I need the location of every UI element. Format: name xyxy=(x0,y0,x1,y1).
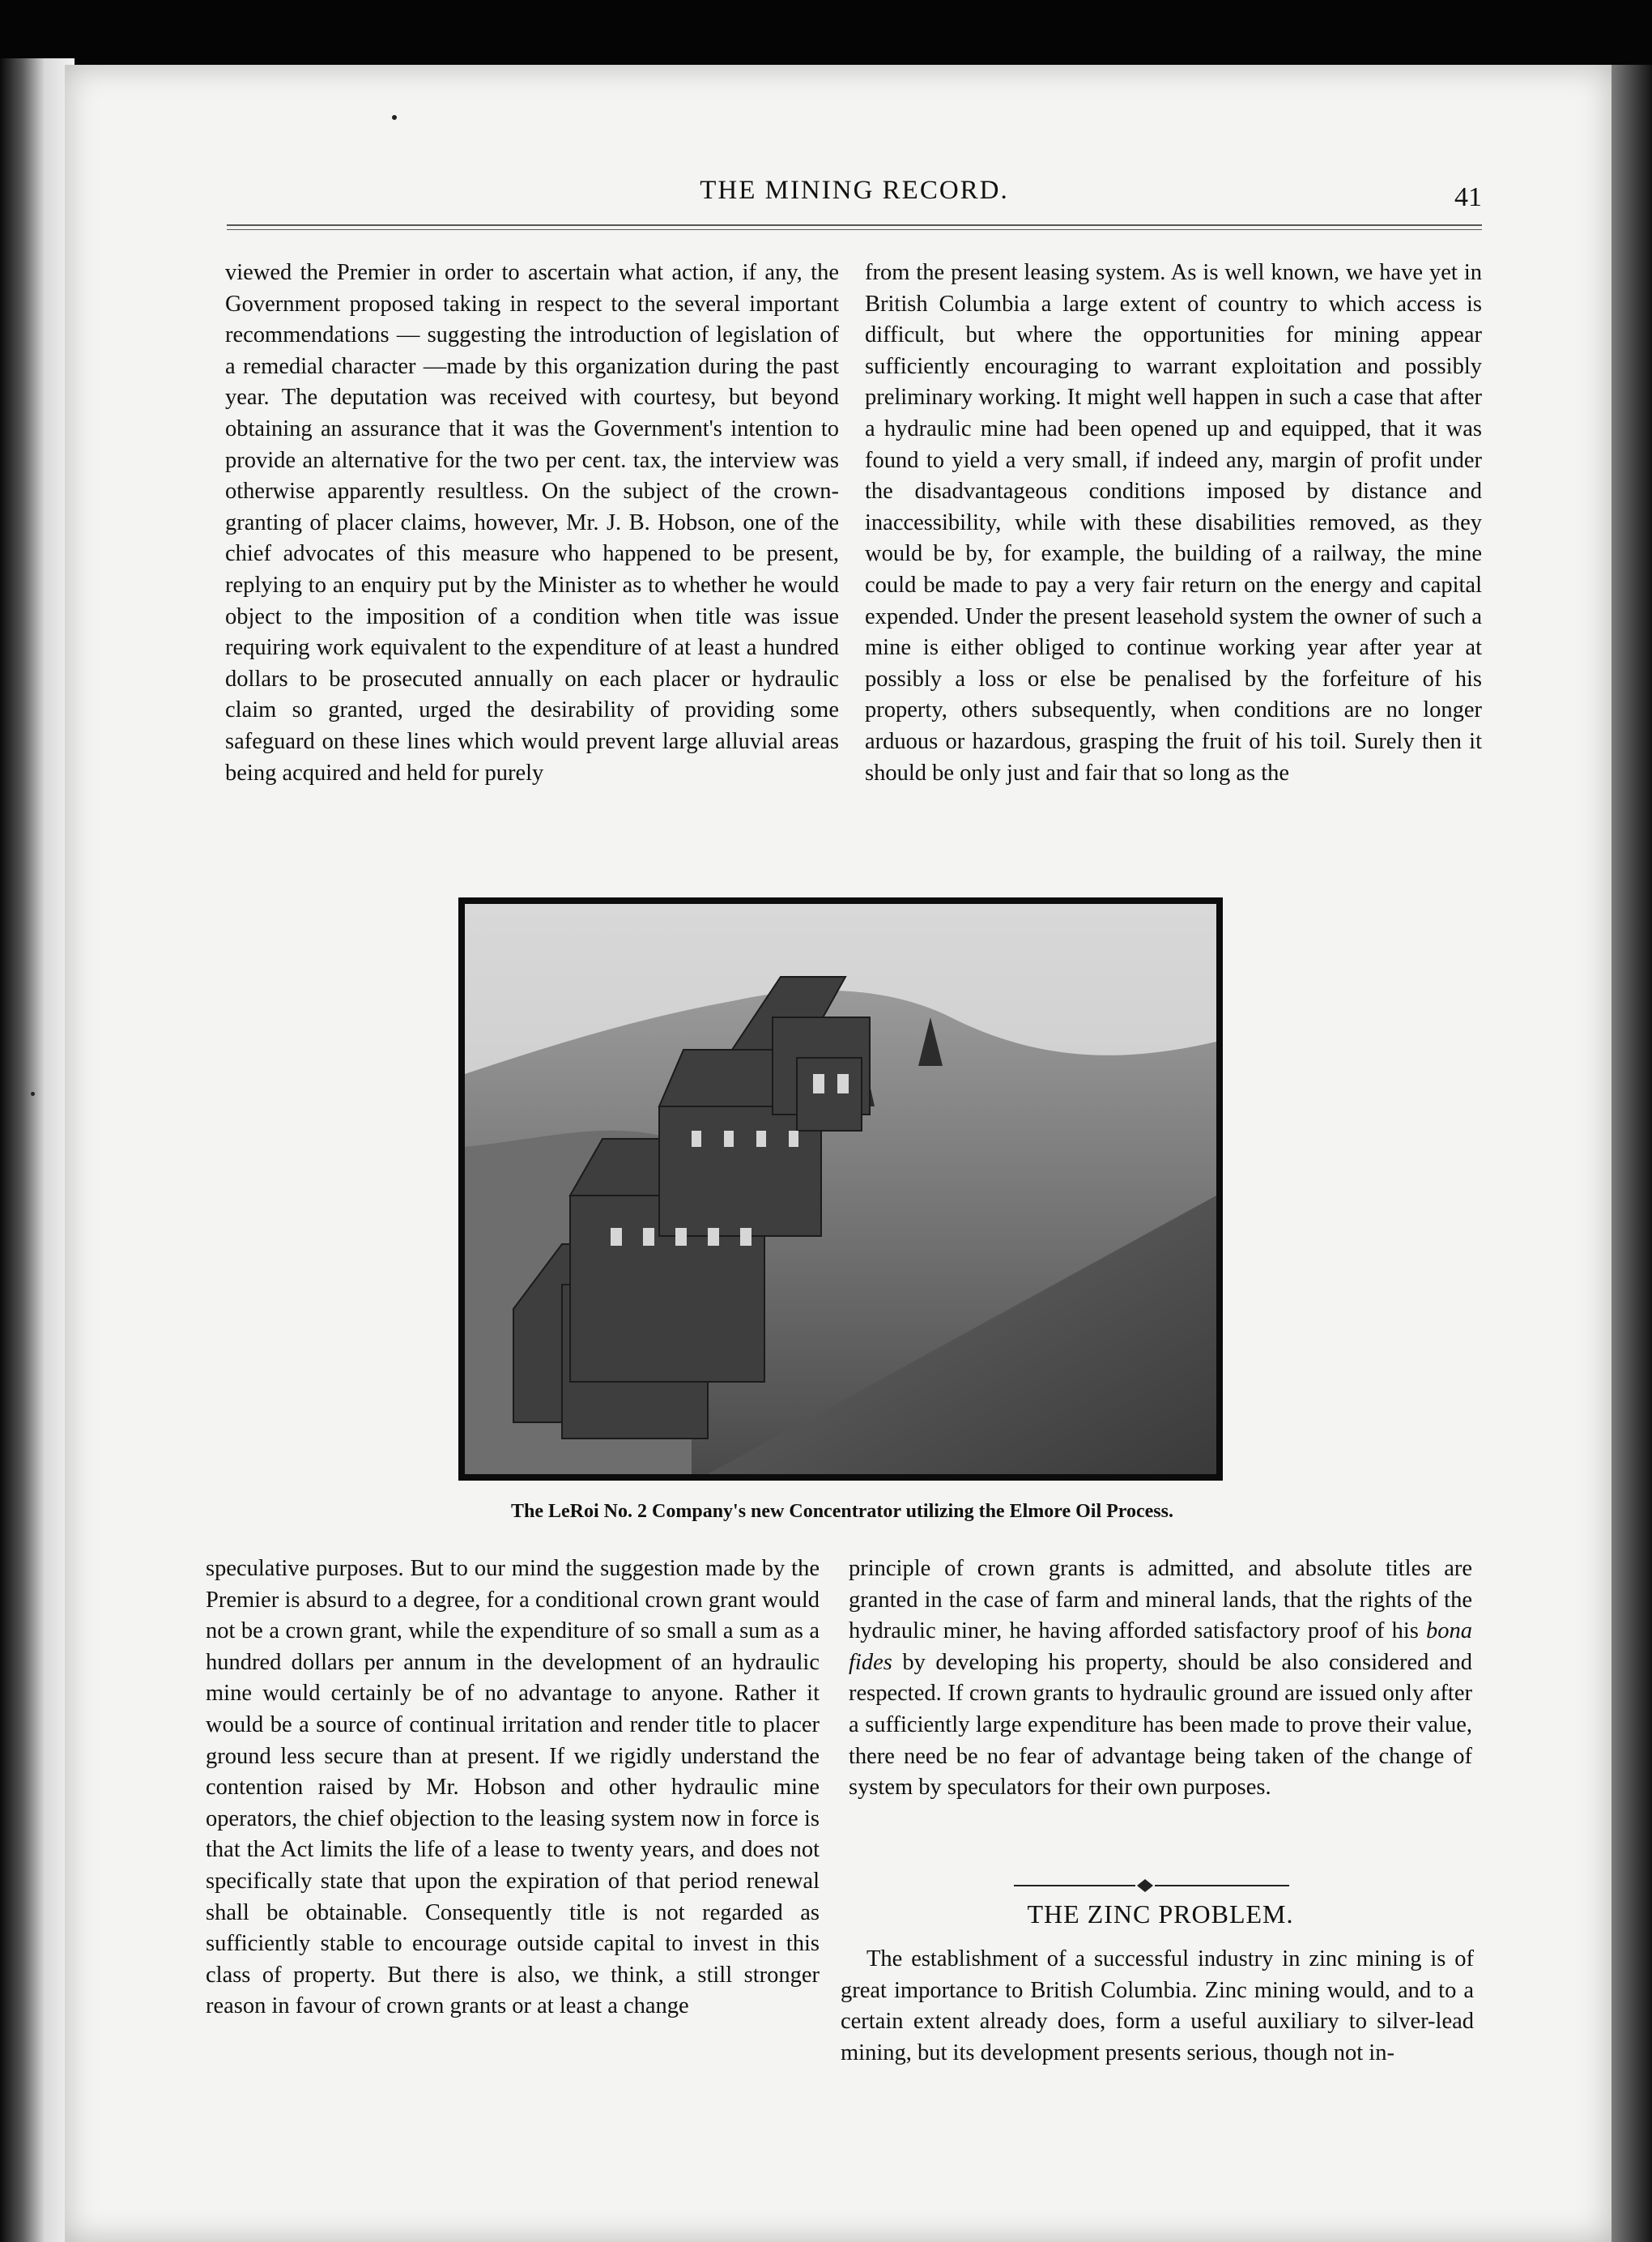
page-right-edge xyxy=(1612,65,1652,2242)
column-top-right xyxy=(865,258,1482,789)
header-rule-thin xyxy=(227,229,1482,230)
column-bottom-left xyxy=(206,1554,820,2022)
figure-caption: The LeRoi No. 2 Company's new Concentrator utilizing the Elmore Oil Process. xyxy=(511,1501,1173,1522)
header-rule xyxy=(227,224,1482,226)
photo-image xyxy=(465,904,1216,1474)
paragraph-text: by developing his property, should be also considered and respected. If crown grants to hydraulic ground are issued only after a sufficiently large expenditure has been made to prove their value, there need be no fear of advantage being taken of the change of system by speculators for their own purposes. xyxy=(849,1649,1472,1801)
section-body xyxy=(841,1944,1474,2069)
page-left-edge xyxy=(0,58,75,2242)
paragraph: viewed the Premier in order to ascertain what action, if any, the Government proposed taking in respect to the several important recommendations — suggesting the introduction of legislation of a remedial character —made by this organization during the past year. The deputation was received with courtesy, but beyond obtaining an assurance that it was the Government's intention to provide an alternative for the two per cent. tax, the interview was otherwise apparently resultless. On the subject of the crown-granting of placer claims, however, Mr. J. B. Hobson, one of the chief advocates of this measure who happened to be present, replying to an enquiry put by the Minister as to whether he would object to the imposition of a condition when title was issue requiring work equivalent to the expenditure of at least a hundred dollars to be prosecuted annually on each placer or hydraulic claim so granted, urged the desirability of providing some safeguard on these lines which would prevent large alluvial areas being acquired and held for purely xyxy=(225,260,839,786)
italic-phrase: bona fides xyxy=(849,1618,1472,1675)
column-top-left xyxy=(225,258,839,789)
paragraph xyxy=(849,1554,1472,1804)
paragraph: The establishment of a successful industry in zinc mining is of great importance to British Columbia. Zinc mining would, and to a certain extent already does, form a useful auxiliary to silver-lead mining, but its development presents serious, though not in- xyxy=(841,1946,1474,2065)
paragraph: from the present leasing system. As is well known, we have yet in British Columbia a large extent of country to which access is difficult, but where the opportunities for mining appear sufficiently encouraging to warrant exploitation and possibly preliminary working. It might well happen in such a case that after a hydraulic mine had been opened up and equipped, that it was found to yield a very small, if indeed any, margin of profit under the disadvantageous conditions imposed by distance and inaccessibility, while with these disabilities removed, as they would be by, for example, the building of a railway, the mine could be made to pay a very fair return on the energy and capital expended. Under the present leasehold system the owner of such a mine is either obliged to continue working year after year at possibly a loss or else be penalised by the forfeiture of his property, others subsequently, when conditions are no longer arduous or hazardous, grasping the fruit of his toil. Surely then it should be only just and fair that so long as the xyxy=(865,260,1482,786)
column-bottom-right xyxy=(849,1554,1472,1804)
scan-speck xyxy=(31,1092,35,1096)
section-divider-ornament xyxy=(1014,1878,1289,1894)
page-number: 41 xyxy=(1454,182,1482,212)
scan-speck xyxy=(392,115,397,120)
running-header xyxy=(227,166,1482,215)
paragraph: speculative purposes. But to our mind the suggestion made by the Premier is absurd to a degree, for a conditional crown grant would not be a crown grant, while the expenditure of so small a sum as a hundred dollars per annum in the development of an hydraulic mine would certainly be of no advantage to anyone. Rather it would be a source of continual irritation and render title to placer ground less secure than at present. If we rigidly understand the contention raised by Mr. Hobson and other hydraulic mine operators, the chief objection to the leasing system now in force is that the Act limits the life of a lease to twenty years, and does not specifically state that upon the expiration of that period renewal shall be obtainable. Consequently title is not regarded as sufficiently stable to encourage outside capital to invest in this class of property. But there is also, we think, a still stronger reason in favour of crown grants or at least a change xyxy=(206,1556,820,2019)
concentrator-photograph xyxy=(458,897,1223,1481)
section-heading: THE ZINC PROBLEM. xyxy=(1027,1899,1294,1929)
paragraph-text: principle of crown grants is admitted, and absolute titles are granted in the case of farm and mineral lands, that the rights of the hydraulic miner, he having afforded satisfactory proof of his xyxy=(849,1556,1472,1644)
journal-title: THE MINING RECORD. xyxy=(700,176,1009,205)
